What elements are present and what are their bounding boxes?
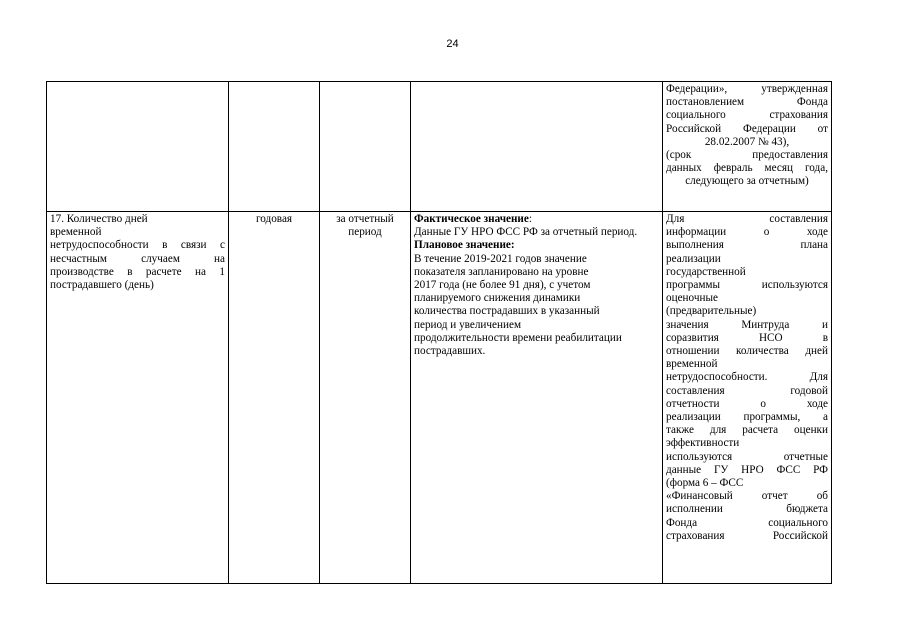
planned-value-lines bbox=[414, 253, 659, 359]
period-value: за отчетный период bbox=[336, 213, 394, 239]
source-lines bbox=[666, 213, 828, 543]
text-line: отчетности о ходе bbox=[666, 397, 828, 410]
text-line: государственной bbox=[666, 265, 746, 278]
cell-period bbox=[320, 212, 411, 584]
cell-source bbox=[663, 212, 832, 584]
text-line: постановлением Фонда bbox=[666, 96, 828, 109]
text-line: информации о ходе bbox=[666, 226, 828, 239]
cell-periodicity-empty bbox=[229, 82, 320, 212]
text-line: Федерации», утвержденная bbox=[666, 83, 828, 95]
text-line: продолжительности времени реабилитации bbox=[414, 331, 622, 344]
cell-period-empty bbox=[320, 82, 411, 212]
text-line: данных февраль месяц года, bbox=[666, 162, 828, 175]
text-line: Российской Федерации от bbox=[666, 122, 828, 135]
text-line: данные ГУ НРО ФСС РФ bbox=[666, 463, 828, 476]
text-line: нетрудоспособности. Для bbox=[666, 371, 828, 384]
page-number: 24 bbox=[446, 38, 459, 50]
actual-value-label: Фактическое значение bbox=[414, 213, 529, 225]
text-line: производстве в расчете на 1 bbox=[50, 265, 225, 278]
planned-value-label: Плановое значение: bbox=[414, 239, 515, 252]
text-line: количества пострадавших в указанный bbox=[414, 305, 600, 318]
text-line: Фонда социального bbox=[666, 516, 828, 529]
cell-source-continuation bbox=[663, 82, 832, 212]
cell-indicator-empty bbox=[47, 82, 229, 212]
text-line: Для составления bbox=[666, 213, 828, 225]
cell-indicator-name bbox=[47, 212, 229, 584]
text-line: оценочные bbox=[666, 292, 718, 305]
text-line: (срок предоставления bbox=[666, 149, 828, 162]
cell-periodicity bbox=[229, 212, 320, 584]
text-line: пострадавшего (день) bbox=[50, 279, 154, 292]
text-line: страхования Российской bbox=[666, 529, 828, 542]
text-line: показателя запланировано на уровне bbox=[414, 265, 589, 278]
text-line: «Финансовый отчет об bbox=[666, 490, 828, 503]
text-line: программы используются bbox=[666, 279, 828, 292]
text-line: реализации программы, а bbox=[666, 411, 828, 424]
text-line: временной bbox=[666, 358, 718, 371]
text-line: используются отчетные bbox=[666, 450, 828, 463]
text-line: составления годовой bbox=[666, 384, 828, 397]
text-line: отношении количества дней bbox=[666, 345, 828, 358]
cell-method bbox=[411, 212, 663, 584]
source-lines bbox=[666, 83, 828, 189]
text-line: 2017 года (не более 91 дня), с учетом bbox=[414, 279, 591, 292]
actual-value-text: Данные ГУ НРО ФСС РФ за отчетный период. bbox=[414, 226, 638, 239]
text-line: также для расчета оценки bbox=[666, 424, 828, 437]
text-line: реализации bbox=[666, 252, 721, 265]
text-line: 17. Количество дней bbox=[50, 213, 148, 225]
text-line: несчастным случаем на bbox=[50, 252, 225, 265]
text-line: следующего за отчетным) bbox=[685, 175, 809, 188]
text-line: значения Минтруда и bbox=[666, 318, 828, 331]
text-line: эффективности bbox=[666, 437, 740, 450]
actual-value-block bbox=[414, 213, 659, 226]
indicator-lines bbox=[50, 213, 225, 292]
text-line: период и увеличением bbox=[414, 318, 522, 331]
text-line: соразвития НСО в bbox=[666, 331, 828, 344]
text-line: выполнения плана bbox=[666, 239, 828, 252]
cell-method-empty bbox=[411, 82, 663, 212]
text-line: 28.02.2007 № 43), bbox=[704, 135, 790, 148]
text-line: В течение 2019-2021 годов значение bbox=[414, 252, 587, 265]
text-line: социального страхования bbox=[666, 109, 828, 122]
periodicity-value: годовая bbox=[255, 213, 293, 225]
text-line: нетрудоспособности в связи с bbox=[50, 239, 225, 252]
text-line: планируемого снижения динамики bbox=[414, 292, 581, 305]
table-row-continuation bbox=[47, 82, 832, 212]
text-line: временной bbox=[50, 226, 102, 239]
indicator-table bbox=[46, 81, 832, 584]
text-line: исполнении бюджета bbox=[666, 503, 828, 516]
actual-value-colon: : bbox=[528, 213, 532, 225]
text-line: (предварительные) bbox=[666, 305, 757, 318]
text-line: (форма 6 – ФСС bbox=[666, 477, 744, 490]
text-line: пострадавших. bbox=[414, 345, 486, 358]
table-row-indicator-17 bbox=[47, 212, 832, 584]
